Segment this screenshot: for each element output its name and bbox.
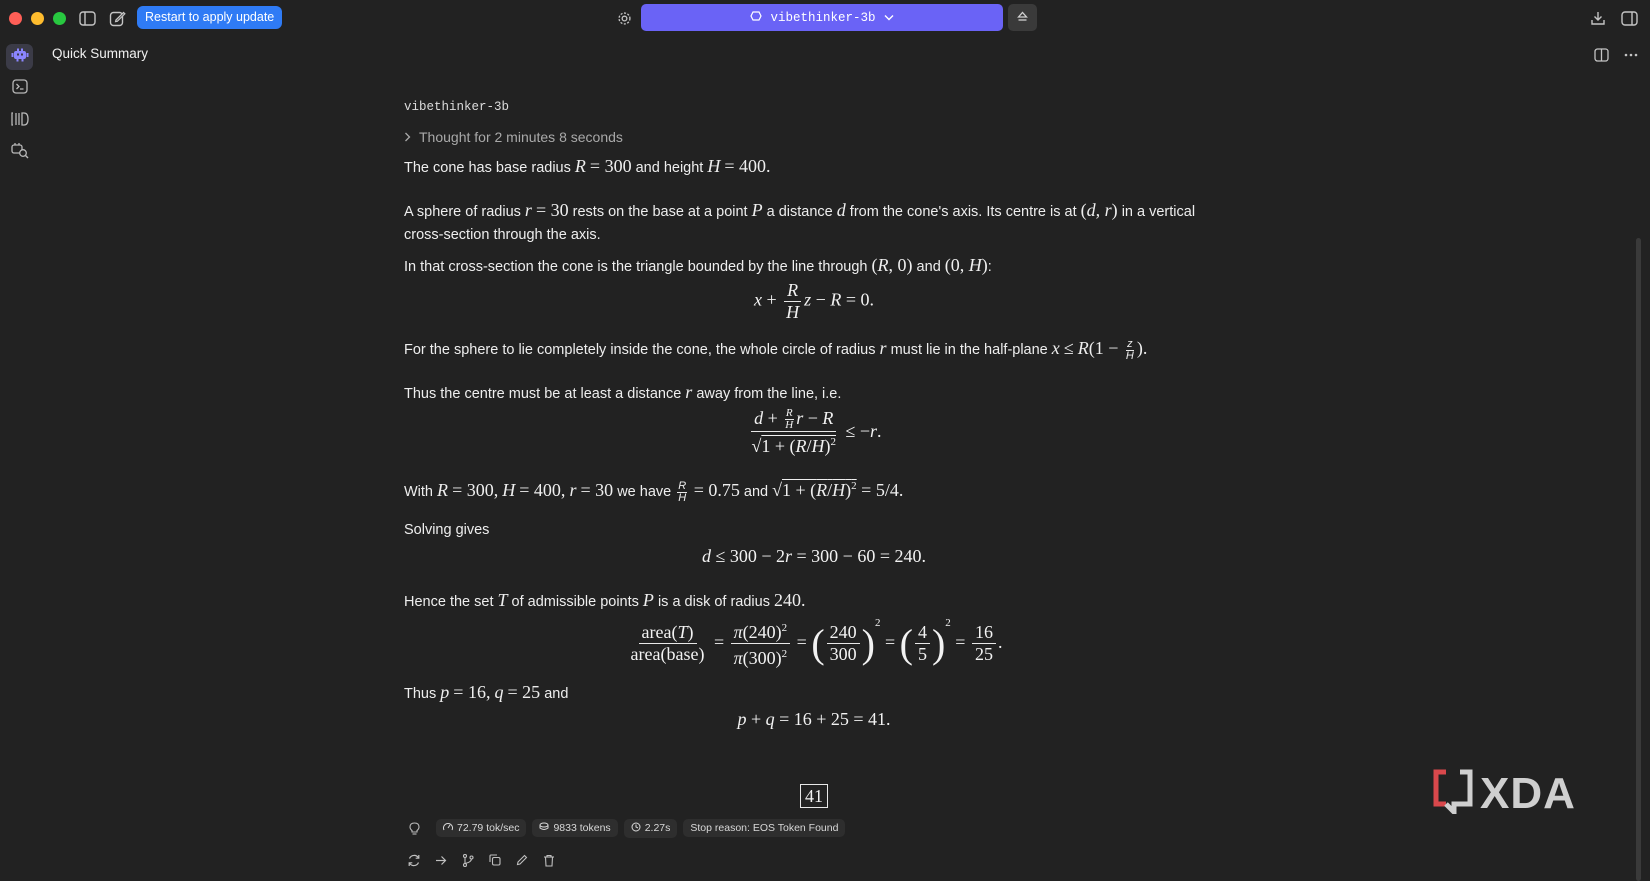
sidebar-toggle-icon[interactable] (76, 7, 98, 29)
paragraph-values: With R = 300, H = 400, r = 30 we have $\frac{R}{H}$ = 0.75 and $√1 + (R/H)^2 = 5/4$. (404, 479, 904, 504)
text: rests on the base at a point (568, 204, 752, 220)
text: Thus (404, 686, 441, 702)
clock-icon (631, 822, 641, 835)
left-rail (0, 36, 40, 881)
final-answer (404, 784, 1224, 808)
terminal-icon (12, 79, 28, 99)
watermark-text: XDA (1480, 768, 1576, 818)
text: For the sphere to lie completely inside the cone, the whole circle of radius (404, 342, 880, 358)
tokens-value: 9833 tokens (553, 822, 611, 834)
text: a distance (762, 204, 837, 220)
chat-nav-button[interactable] (6, 44, 33, 70)
chat-title[interactable]: Quick Summary (52, 46, 149, 61)
equation-ratio: $\frac{\text{area(T)}}{\text{area(base)}}$ = $\frac{\pi(240)^2}{\pi(300)^2}$ = ( $\frac{240}{300}$ )$^2$ = ( $\frac{4}{5}$ )$^2$ = $\frac{16}{25}$ . (630, 617, 1003, 669)
text: and (739, 484, 773, 500)
edit-icon[interactable] (512, 850, 532, 870)
scrollbar[interactable] (1636, 238, 1641, 881)
title-bar (0, 0, 1650, 36)
paragraph-cross-section: In that cross-section the cone is the triangle bounded by the line through (R, 0) and (0, H): (404, 255, 992, 275)
thought-toggle[interactable] (404, 129, 623, 145)
right-panel-toggle-icon[interactable] (1618, 7, 1640, 29)
models-nav-button[interactable] (6, 108, 33, 134)
paragraph-cone: The cone has base radius R = 300 and height H = 400. (404, 156, 771, 176)
time-value: 2.27s (644, 822, 671, 834)
text: in a vertical (1117, 204, 1196, 220)
text: away from the line, i.e. (692, 386, 842, 402)
developer-nav-button[interactable] (6, 76, 33, 102)
minimize-window-button[interactable] (31, 12, 44, 25)
text: The cone has base radius (404, 160, 575, 176)
equation-solving: d ≤ 300 − 2r = 300 − 60 = 240. (701, 546, 926, 566)
paragraph-pq: Thus p = 16, q = 25 and (404, 682, 569, 702)
trash-icon[interactable] (539, 850, 559, 870)
compose-icon[interactable] (106, 7, 128, 29)
gauge-icon (443, 822, 453, 834)
paragraph-sphere: A sphere of radius r = 30 rests on the base at a point P a distance d from the cone's axis. Its centre is at (d, r) in a vertical cross-section through the axis. (404, 200, 1196, 243)
chevron-down-icon (884, 11, 894, 25)
continue-icon[interactable] (431, 850, 451, 870)
text: Hence the set (404, 594, 498, 610)
message-model-name: vibethinker-3b (404, 100, 510, 114)
equation-sum: p + q = 16 + 25 = 41. (737, 709, 891, 729)
coins-icon (539, 822, 549, 834)
text: With (404, 484, 438, 500)
model-icon (750, 11, 762, 25)
eject-icon (1017, 9, 1028, 27)
restart-update-button[interactable]: Restart to apply update (137, 6, 282, 29)
zoom-window-button[interactable] (53, 12, 66, 25)
text: must lie in the half-plane (886, 342, 1052, 358)
text: is a disk of radius (653, 594, 774, 610)
text: we have (613, 484, 676, 500)
paragraph-solving: Solving gives (404, 522, 490, 538)
gear-icon[interactable] (613, 7, 635, 29)
text: In that cross-section the cone is the triangle bounded by the line through (404, 259, 872, 275)
speed-value: 72.79 tok/sec (457, 822, 520, 834)
split-view-icon[interactable] (1590, 44, 1612, 66)
discover-nav-button[interactable] (6, 140, 33, 166)
download-icon[interactable] (1587, 7, 1609, 29)
eject-model-button[interactable] (1008, 4, 1037, 31)
paragraph-disk: Hence the set T of admissible points P is a disk of radius 240. (404, 590, 806, 610)
text: A sphere of radius (404, 204, 525, 220)
close-window-button[interactable] (9, 12, 22, 25)
copy-icon[interactable] (485, 850, 505, 870)
xda-watermark (1432, 768, 1576, 819)
library-icon (11, 112, 29, 131)
paragraph-distance: Thus the centre must be at least a distance r away from the line, i.e. (404, 382, 842, 402)
model-selector[interactable] (641, 4, 1003, 31)
equation-line: x + $\frac{R}{H}$ z − R = 0. (754, 280, 874, 322)
time-stat (624, 819, 678, 838)
chevron-right-icon (404, 129, 411, 145)
text: and height (631, 160, 708, 176)
speed-stat (436, 819, 526, 837)
thought-label: Thought for 2 minutes 8 seconds (419, 129, 623, 145)
branch-icon[interactable] (458, 850, 478, 870)
generation-stats (404, 818, 845, 838)
more-icon[interactable] (1620, 44, 1642, 66)
tokens-stat (532, 819, 617, 837)
stop-reason-stat (683, 819, 845, 837)
xda-logo-icon (1432, 768, 1474, 819)
paragraph-half-plane: For the sphere to lie completely inside the cone, the whole circle of radius r must lie in the half-plane x ≤ R(1 − $\frac{z}{H}$ ). (404, 337, 1148, 362)
equation-distance: d + $\frac{R}{H}$ r − R $√1 + (R/H)^2$ ≤ −r. (751, 407, 882, 457)
text: of admissible points (507, 594, 643, 610)
boxed-answer: 41 (800, 784, 828, 808)
search-icon (11, 142, 29, 164)
text: from the cone's axis. Its centre is at (845, 204, 1081, 220)
regenerate-icon[interactable] (404, 850, 424, 870)
chat-bot-icon (11, 48, 29, 67)
text: cross-section through the axis. (404, 227, 601, 243)
stop-reason-value: Stop reason: EOS Token Found (690, 822, 839, 834)
text: Thus the centre must be at least a distance (404, 386, 686, 402)
model-selector-label: vibethinker-3b (770, 10, 876, 25)
text: and (540, 686, 569, 702)
lightbulb-icon[interactable] (404, 822, 424, 835)
message-actions (404, 850, 559, 870)
text: and (912, 259, 945, 275)
